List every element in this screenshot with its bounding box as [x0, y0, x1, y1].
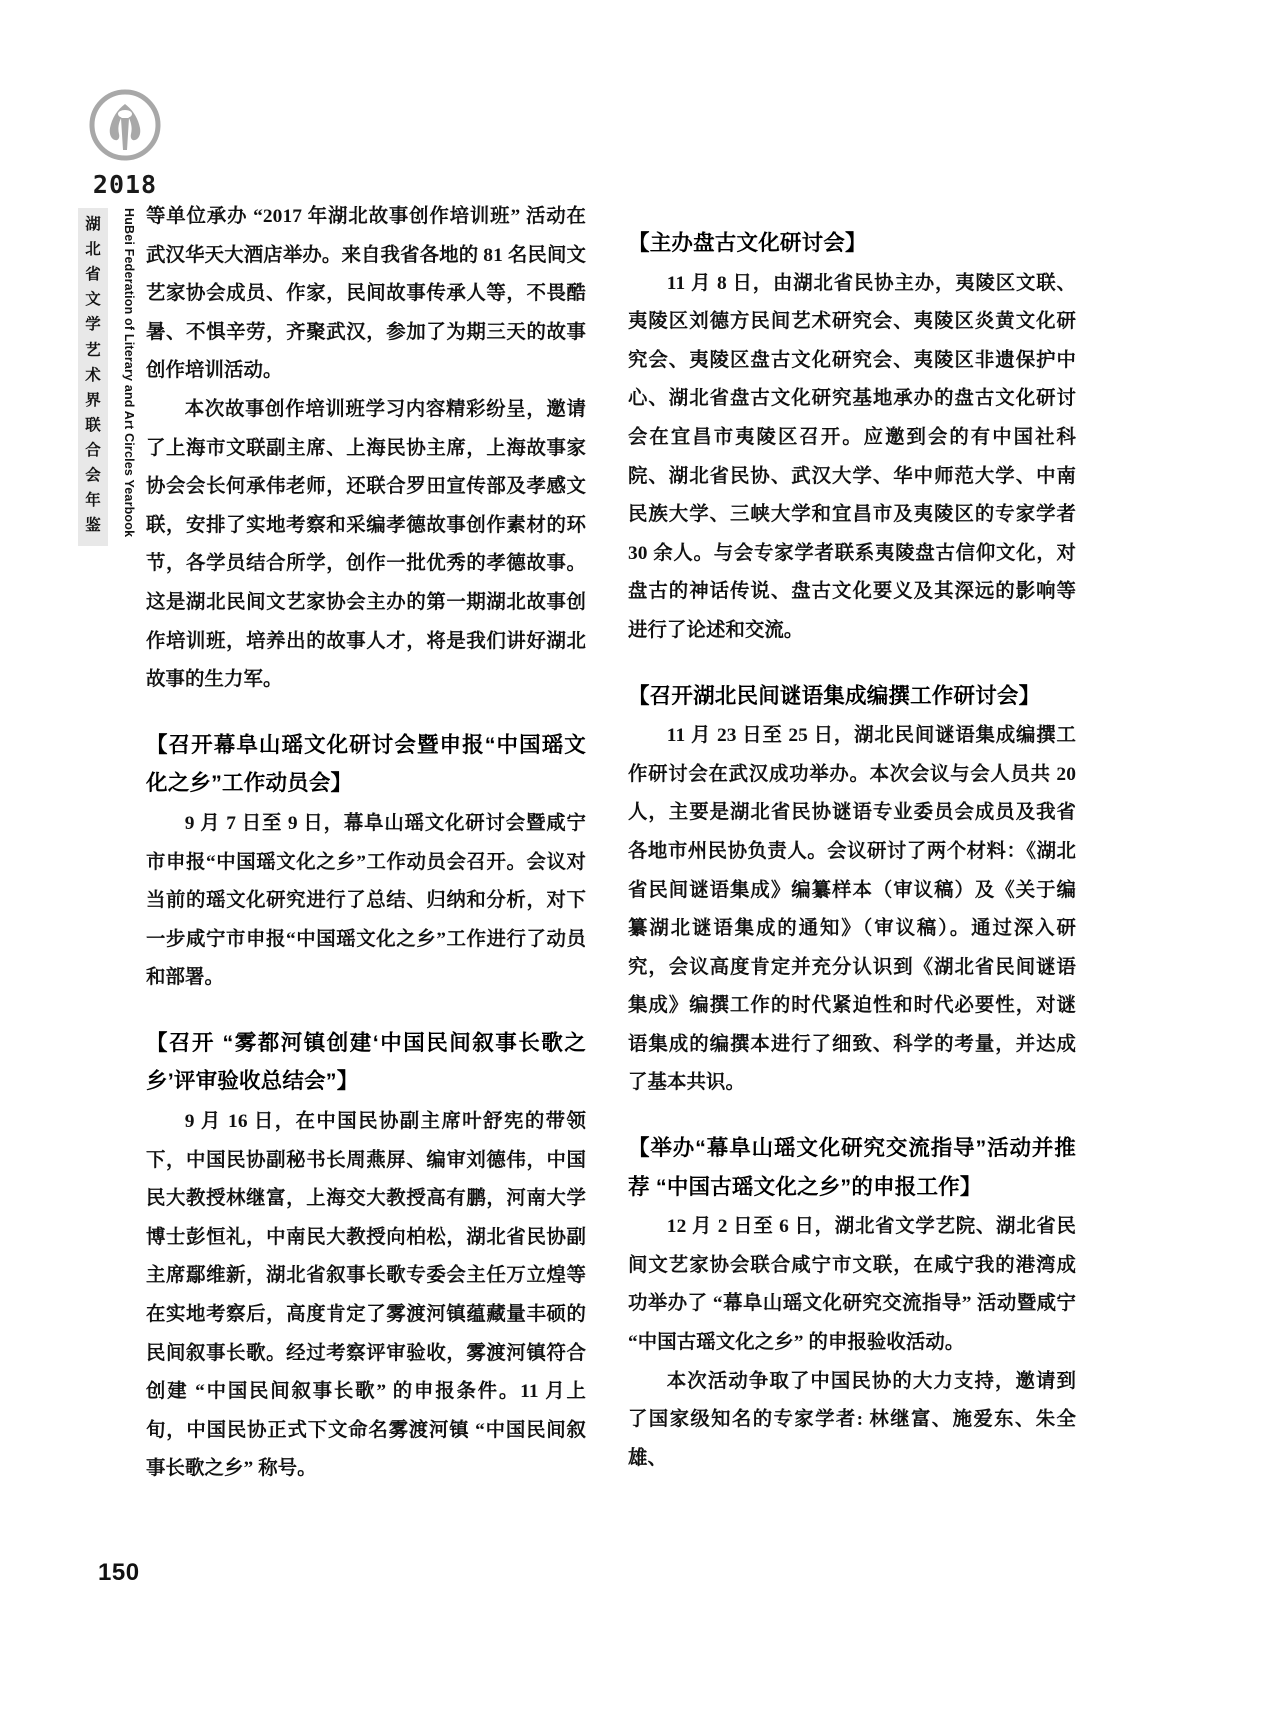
masthead-year: 2018	[92, 170, 158, 199]
section-heading: 【主办盘古文化研讨会】	[628, 231, 867, 255]
hubei-federation-emblem-icon	[88, 88, 162, 162]
body-paragraph: 本次活动争取了中国民协的大力支持，邀请到了国家级知名的专家学者: 林继富、施爱东、朱全雄、	[628, 1370, 1076, 1469]
body-paragraph: 9 月 16 日，在中国民协副主席叶舒宪的带领下，中国民协副秘书长周燕屏、编审刘德伟，中国民大教授林继富，上海交大教授高有鹏，河南大学博士彭恒礼，中南民大教授向柏松，湖北省民协副主席鄢维新，湖北省叙事长歌专委会主任万立煌等在实地考察后，高度肯定了雾渡河镇蕴藏量丰硕的民间叙事长歌。经过考察评审验收，雾渡河镇符合创建 “中国民间叙事长歌” 的申报条件。11 月上旬，中国民协正式下文命名雾渡河镇 “中国民间叙事长歌之乡” 称号。	[146, 1111, 586, 1480]
body-paragraph: 11 月 8 日，由湖北省民协主办，夷陵区文联、夷陵区刘德方民间艺术研究会、夷陵区炎黄文化研究会、夷陵区盘古文化研究会、夷陵区非遗保护中心、湖北省盘古文化研究基地承办的盘古文化研讨会在宜昌市夷陵区召开。应邀到会的有中国社科院、湖北省民协、武汉大学、华中师范大学、中南民族大学、三峡大学和宜昌市及夷陵区的专家学者 30 余人。与会专家学者联系夷陵盘古信仰文化，对盘古的神话传说、盘古文化要义及其深远的影响等进行了论述和交流。	[628, 272, 1076, 641]
body-paragraph: 本次故事创作培训班学习内容精彩纷呈，邀请了上海市文联副主席、上海民协主席，上海故事家协会会长何承伟老师，还联合罗田宣传部及孝感文联，安排了实地考察和采编孝德故事创作素材的环节，各学员结合所学，创作一批优秀的孝德故事。这是湖北民间文艺家协会主办的第一期湖北故事创作培训班，培养出的故事人才，将是我们讲好湖北故事的生力军。	[146, 398, 586, 691]
body-columns	[146, 198, 1146, 1489]
spine-title-chinese: 湖北省文学艺术界联合会年鉴	[78, 208, 108, 546]
body-paragraph: 11 月 23 日至 25 日，湖北民间谜语集成编撰工作研讨会在武汉成功举办。本次会议与会人员共 20 人，主要是湖北省民协谜语专业委员会成员及我省各地市州民协负责人。会议研讨了两个材料：《湖北省民间谜语集成》编纂样本（审议稿）及《关于编纂湖北谜语集成的通知》（审议稿）。通过深入研究，会议高度肯定并充分认识到《湖北省民间谜语集成》编撰工作的时代紧迫性和时代必要性，对谜语集成的编撰本进行了细致、科学的考量，并达成了基本共识。	[628, 725, 1076, 1094]
masthead	[70, 88, 180, 199]
left-column	[146, 198, 586, 1489]
section-heading: 【召开湖北民间谜语集成编撰工作研讨会】	[628, 683, 1041, 708]
body-paragraph: 9 月 7 日至 9 日，幕阜山瑶文化研讨会暨咸宁市申报“中国瑶文化之乡”工作动员会召开。会议对当前的瑶文化研究进行了总结、归纳和分析，对下一步咸宁市申报“中国瑶文化之乡”工作进行了动员和部署。	[146, 812, 586, 989]
body-paragraph: 12 月 2 日至 6 日，湖北省文学艺院、湖北省民间文艺家协会联合咸宁市文联，在咸宁我的港湾成功举办了 “幕阜山瑶文化研究交流指导” 活动暨咸宁 “中国古瑶文化之乡” 的申报验收活动。	[628, 1216, 1076, 1354]
spine-title-english: HuBei Federation of Literary and Art Circles Yearbook	[122, 208, 137, 538]
body-paragraph: 等单位承办 “2017 年湖北故事创作培训班” 活动在武汉华天大酒店举办。来自我省各地的 81 名民间文艺家协会成员、作家，民间故事传承人等，不畏酷暑、不惧辛劳，齐聚武汉，参加了为期三天的故事创作培训活动。	[146, 206, 586, 382]
section-heading: 【召开 “雾都河镇创建‘中国民间叙事长歌之乡’评审验收总结会”】	[146, 1030, 586, 1094]
right-column	[628, 198, 1076, 1489]
section-heading: 【召开幕阜山瑶文化研讨会暨申报“中国瑶文化之乡”工作动员会】	[146, 732, 586, 796]
section-heading: 【举办“幕阜山瑶文化研究交流指导”活动并推荐 “中国古瑶文化之乡”的申报工作】	[628, 1136, 1076, 1199]
page-number: 150	[98, 1559, 140, 1586]
spine-running-head	[78, 208, 142, 598]
